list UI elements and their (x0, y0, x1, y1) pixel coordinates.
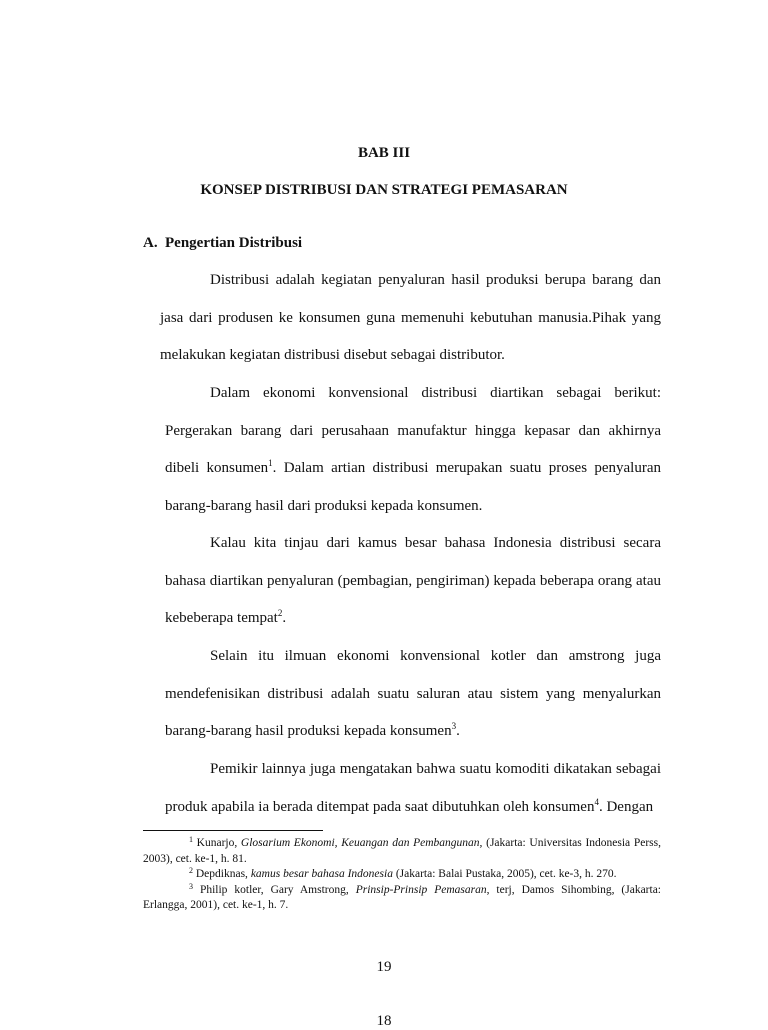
section-number: A. (143, 235, 158, 251)
paragraph-3 (165, 525, 661, 638)
chapter-title: KONSEP DISTRIBUSI DAN STRATEGI PEMASARAN (200, 182, 568, 198)
paragraph-1 (160, 262, 661, 375)
footnote-1-publication: (Jakarta: Universitas Indonesia Perss, 2003), cet. ke-1, h. 81. (143, 837, 661, 865)
paragraph-4-text-a: Selain itu ilmuan ekonomi konvensional kotler dan amstrong juga mendefenisikan distribusi adalah suatu saluran atau sistem yang menyalurkan barang-barang hasil produksi kepada konsumen (165, 648, 661, 739)
footnote-1-number: 1 (189, 835, 193, 844)
paragraph-5-text-a: Pemikir lainnya juga mengatakan bahwa suatu komoditi dikatakan sebagai produk apabila ia berada ditempat pada saat dibutuhkan oleh konsumen (165, 761, 661, 815)
footnote-3-number: 3 (189, 881, 193, 891)
footnote-2-number: 2 (189, 866, 193, 875)
paragraph-4 (165, 638, 661, 751)
footnote-2-publication: (Jakarta: Balai Pustaka, 2005), cet. ke-3, h. 270. (392, 868, 617, 880)
footnote-3 (143, 883, 661, 914)
chapter-heading: BAB III (357, 145, 411, 161)
section-heading (143, 235, 302, 252)
paragraph-3-text-b: . (282, 610, 287, 626)
footnote-3-work-title: Prinsip-Prinsip Pemasaran (355, 883, 487, 896)
footnote-1-work-title: Glosarium Ekonomi, Keuangan dan Pembangunan, (240, 837, 483, 849)
next-page-number-partial: 18 (376, 1013, 392, 1029)
paragraph-4-text-b: . (456, 723, 460, 739)
paragraph-5 (165, 751, 661, 826)
paragraph-5-text-b: . Dengan (598, 798, 654, 815)
footnote-3-publication: , terj, Damos Sihombing, (Jakarta: Erlangga, 2001), cet. ke-1, h. 7. (143, 883, 662, 911)
section-title: Pengertian Distribusi (165, 235, 303, 251)
footnote-1 (143, 836, 661, 867)
paragraph-2-text-a: Dalam ekonomi konvensional distribusi diartikan sebagai berikut: Pergerakan barang dari perusahaan manufaktur hingga kepasar dan akhirnya dibeli konsumen (165, 385, 661, 476)
paragraph-1-text: Distribusi adalah kegiatan penyaluran hasil produksi berupa barang dan jasa dari produsen ke konsumen guna memenuhi kebutuhan manusia.Pihak yang melakukan kegiatan distribusi disebut sebagai distributor. (160, 272, 661, 363)
footnote-separator (143, 830, 323, 831)
footnote-3-author: Philip kotler, Gary Amstrong, (193, 883, 356, 896)
footnote-ref-3[interactable]: 3 (451, 721, 457, 731)
footnote-ref-1[interactable]: 1 (268, 458, 273, 468)
footnote-1-author: Kunarjo, (193, 837, 241, 849)
footnote-2-author: Depdiknas, (193, 868, 251, 880)
footnote-2-work-title: kamus besar bahasa Indonesia (250, 868, 393, 880)
footnote-ref-2[interactable]: 2 (277, 608, 283, 618)
footnote-ref-4[interactable]: 4 (594, 796, 599, 807)
paragraph-3-text-a: Kalau kita tinjau dari kamus besar bahasa Indonesia distribusi secara bahasa diartikan penyaluran (pembagian, pengiriman) kepada beberapa orang atau kebeberapa tempat (165, 535, 661, 626)
paragraph-2-text-b: . Dalam artian distribusi merupakan suatu proses penyaluran barang-barang hasil dari produksi kepada konsumen. (165, 460, 662, 514)
footnote-2 (143, 867, 661, 883)
paragraph-2 (165, 375, 661, 525)
page-number: 19 (376, 959, 392, 975)
footnotes (143, 836, 661, 914)
